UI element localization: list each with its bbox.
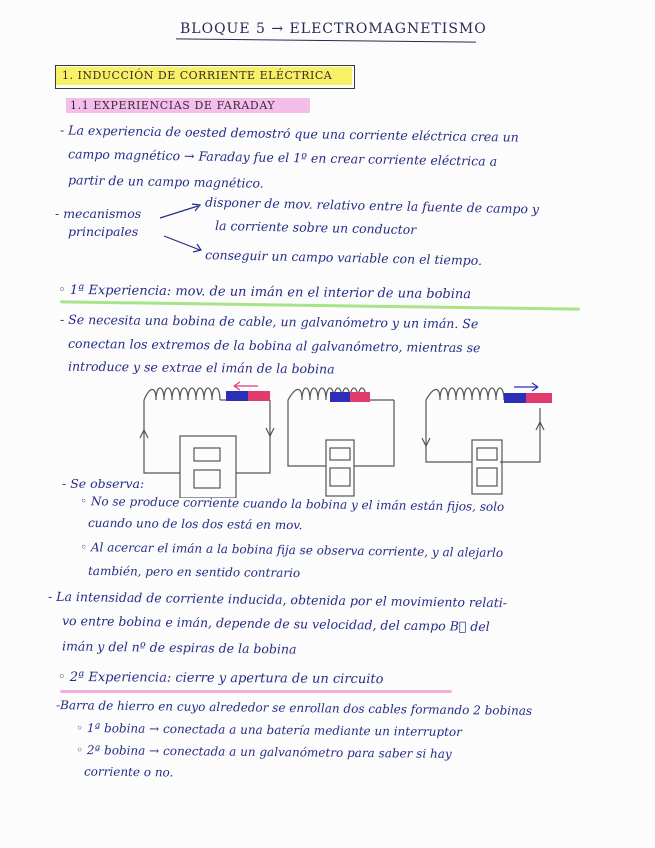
intensidad-line-1: - La intensidad de corriente inducida, obtenida por el movimiento relati- xyxy=(47,588,508,611)
exp2-line-3: ◦ 2ª bobina → conectada a un galvanómetro para saber si hay xyxy=(75,743,452,761)
circuit-3 xyxy=(422,388,544,494)
mecanismo-1-line-1: disponer de mov. relativo entre la fuente de campo y xyxy=(204,194,540,217)
arrow-1 xyxy=(234,382,258,390)
section-heading: 1. INDUCCIÓN DE CORRIENTE ELÉCTRICA xyxy=(62,69,333,82)
exp1-underline xyxy=(60,300,580,310)
observa-item-1-line-2: cuando uno de los dos está en mov. xyxy=(87,515,303,533)
mecanismos-label-1: - mecanismos xyxy=(55,206,142,221)
magnet-2-blue xyxy=(330,392,350,402)
exp1-line-3: introduce y se extrae el imán de la bobina xyxy=(67,358,335,377)
mecanismo-1-line-2: la corriente sobre un conductor xyxy=(214,217,417,238)
exp1-heading: ◦ 1ª Experiencia: mov. de un imán en el interior de una bobina xyxy=(57,282,472,303)
title-underline xyxy=(176,38,476,42)
mecanismos-label-2: principales xyxy=(68,224,139,239)
oersted-line-1: - La experiencia de oested demostró que una corriente eléctrica crea un xyxy=(59,122,519,145)
page-title: BLOQUE 5 → ELECTROMAGNETISMO xyxy=(180,21,487,37)
magnet-2-red xyxy=(350,392,370,402)
intensidad-line-2: vo entre bobina e imán, depende de su velocidad, del campo B⃗ del xyxy=(61,613,490,634)
exp2-underline xyxy=(60,690,452,693)
exp1-line-2: conectan los extremos de la bobina al galvanómetro, mientras se xyxy=(67,335,481,356)
exp2-line-2: ◦ 1ª bobina → conectada a una batería mediante un interruptor xyxy=(75,720,462,740)
circuit-2 xyxy=(288,388,394,496)
exp1-line-1: - Se necesita una bobina de cable, un galvanómetro y un imán. Se xyxy=(59,311,479,332)
observa-item-2-line-2: también, pero en sentido contrario xyxy=(87,563,301,581)
magnet-3-red xyxy=(526,393,552,403)
circuit-1 xyxy=(140,388,274,498)
magnet-3-blue xyxy=(504,393,526,403)
subsection-heading: 1.1 EXPERIENCIAS DE FARADAY xyxy=(70,99,276,112)
mecanismo-2: conseguir un campo variable con el tiempo. xyxy=(204,247,483,268)
observa-heading: - Se observa: xyxy=(62,476,145,491)
observa-item-1-line-1: ◦ No se produce corriente cuando la bobina y el imán están fijos, solo xyxy=(79,494,505,514)
intensidad-line-3: imán y del nº de espiras de la bobina xyxy=(61,638,297,657)
oersted-line-2: campo magnético → Faraday fue el 1º en crear corriente eléctrica a xyxy=(67,146,498,169)
faraday-coils-diagram xyxy=(130,378,570,498)
magnet-1-red xyxy=(248,391,270,401)
mecanismos-arrows xyxy=(158,200,206,256)
exp2-line-4: corriente o no. xyxy=(83,764,174,780)
exp2-line-1: -Barra de hierro en cuyo alrededor se enrollan dos cables formando 2 bobinas xyxy=(55,698,533,718)
oersted-line-3: partir de un campo magnético. xyxy=(67,172,264,191)
exp2-heading: ◦ 2ª Experiencia: cierre y apertura de un circuito xyxy=(57,669,384,688)
magnet-1-blue xyxy=(226,391,248,401)
arrow-3 xyxy=(514,383,538,391)
observa-item-2-line-1: ◦ Al acercar el imán a la bobina fija se observa corriente, y al alejarlo xyxy=(79,540,504,560)
